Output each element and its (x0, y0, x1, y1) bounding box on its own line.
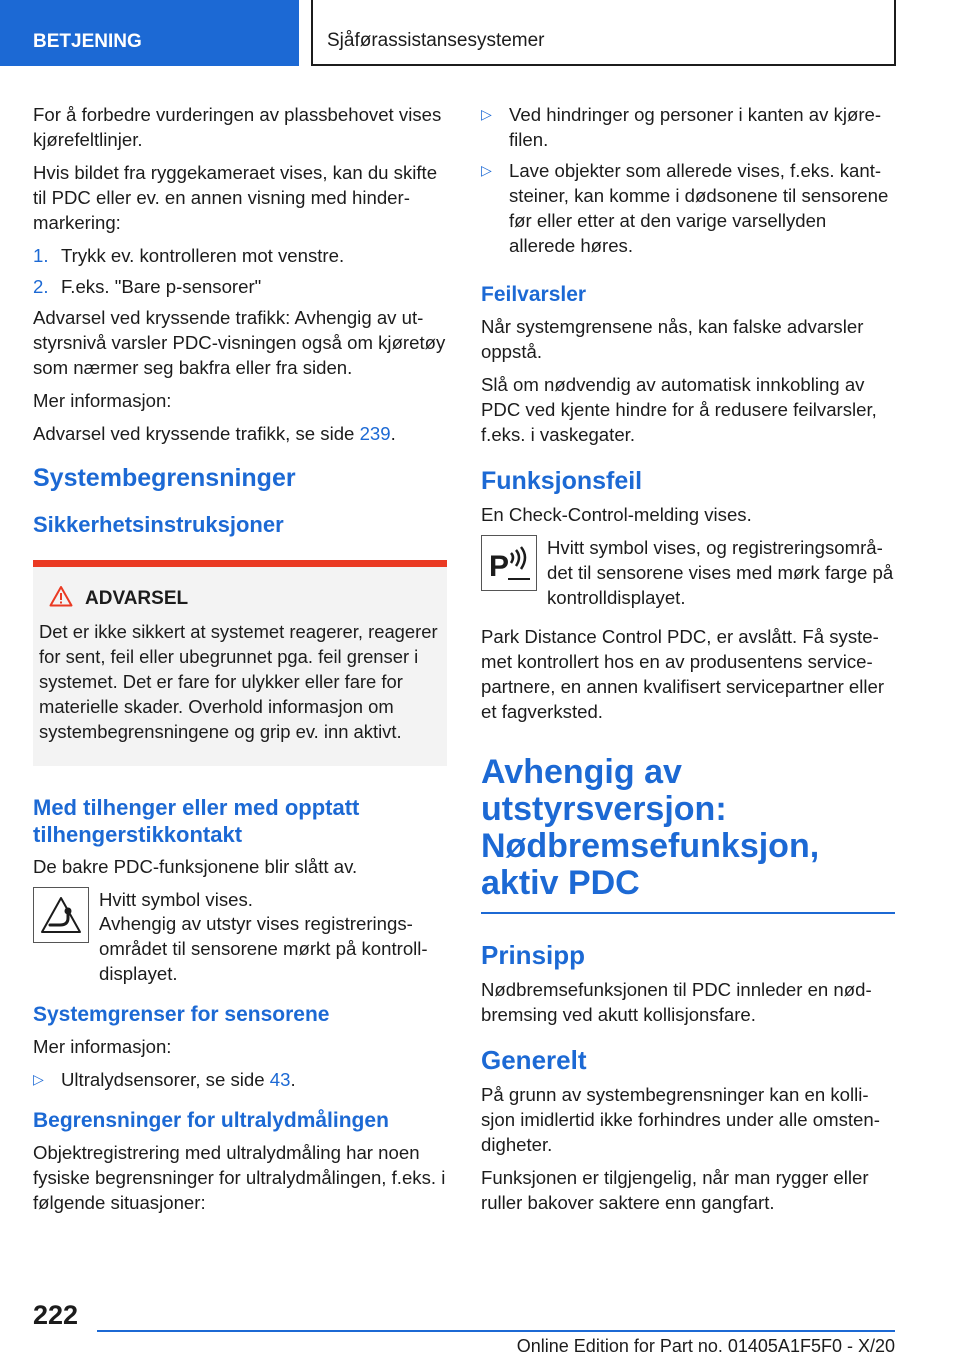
general-paragraph-2: Funksjonen er tilgjengelig, når man rygger eller ruller bakover saktere enn gangfart. (481, 1167, 869, 1213)
trailer-hitch-icon (33, 887, 89, 943)
heading-false-warnings: Feilvarsler (481, 283, 587, 306)
triangle-bullet-icon: ▷ (33, 1071, 44, 1087)
cross-traffic-reference (33, 421, 447, 446)
svg-text:P: P (489, 550, 510, 583)
heading-safety-instructions: Sikkerhetsinstruksjoner (33, 512, 284, 537)
left-column (33, 102, 447, 1223)
heading-sensor-limits: Systemgrenser for sensorene (33, 1003, 330, 1026)
general-paragraph-1: På grunn av systembegrensninger kan en kollisjon imidlertid ikke forhindres under alle omstendigheter. (481, 1084, 880, 1155)
step-number: 1. (33, 245, 49, 266)
false-warnings-paragraph-1: Når systemgrensene nås, kan falske advarsler oppstå. (481, 316, 864, 362)
intro-paragraph: For å forbedre vurderingen av plassbehovet vises kjørefeltlinjer. (33, 104, 442, 150)
heading-malfunction: Funksjonsfeil (481, 467, 643, 495)
step-item (33, 274, 447, 299)
warning-title: ADVARSEL (85, 588, 189, 609)
bullet-item (33, 1067, 447, 1092)
warning-triangle-icon (49, 585, 85, 613)
principle-paragraph: Nødbremsefunksjonen til PDC innleder en nødbremsing ved akutt kollisjonsfare. (481, 979, 872, 1025)
heading-principle: Prinsipp (481, 940, 586, 970)
page-link-43[interactable]: 43 (269, 1069, 291, 1090)
step-item (33, 243, 447, 268)
bullet-item (481, 158, 895, 258)
trailer-paragraph: De bakre PDC-funksjonene blir slått av. (33, 856, 358, 877)
rear-camera-paragraph: Hvis bildet fra ryggekameraet vises, kan du skifte til PDC eller ev. en annen visning med hindermarkering: (33, 162, 438, 233)
page-number: 222 (33, 1300, 79, 1330)
heading-general: Generelt (481, 1045, 587, 1075)
ultrasound-paragraph: Objektregistrering med ultralydmåling har noen fysiske begrensninger for ultralydmålingen, f.eks. i følgende situasjoner: (33, 1142, 446, 1213)
warning-box (33, 560, 447, 766)
heading-trailer: Med tilhenger eller med opptatt tilhengerstikkontakt (33, 795, 360, 847)
triangle-bullet-icon: ▷ (481, 162, 492, 178)
reference-end: . (290, 1069, 296, 1090)
malfunction-paragraph-2: Park Distance Control PDC, er avslått. Få systemet kontrollert hos en av produsentens servicepartnere, en annen kvalifisert servicepartner eller et fagverksted. (481, 626, 885, 722)
pdc-park-sensor-icon (481, 535, 537, 591)
bullet-text: Lave objekter som allerede vises, f.eks. kantsteiner, kan komme i dødsonene til sensorene før eller etter at den varige varsellyden allerede høres. (509, 160, 889, 256)
right-column (481, 102, 895, 1223)
heading-system-limits: Systembegrensninger (33, 464, 296, 492)
chapter-divider (481, 912, 895, 914)
trailer-detection-text: Avhengig av utstyr vises registreringsområdet til sensorene mørkt på kontrolldisplayet. (99, 913, 428, 984)
trailer-symbol-desc: Hvitt symbol vises. (99, 889, 253, 910)
step-number: 2. (33, 276, 49, 297)
reference-end: . (390, 423, 396, 444)
page-link-239[interactable]: 239 (359, 423, 391, 444)
cross-traffic-paragraph: Advarsel ved kryssende trafikk: Avhengig av utstyrsnivå varsler PDC-visningen også om kjøretøy som nærmer seg bakfra eller fra siden. (33, 307, 446, 378)
section-tab: BETJENING (0, 0, 299, 66)
pdc-symbol-desc: Hvitt symbol vises, og registreringsområdet til sensorene vises med mørk farge på kontrolldisplayet. (547, 537, 894, 608)
trailer-detection-paragraph (33, 911, 447, 986)
malfunction-paragraph-1: En Check-Control-melding vises. (481, 504, 752, 525)
more-info-label-2: Mer informasjon: (33, 1036, 172, 1057)
pdc-symbol-row (481, 535, 895, 616)
false-warnings-paragraph-2: Slå om nødvendig av automatisk innkobling av PDC ved kjente hindre for å redusere feilvarsler, f.eks. i vaskegater. (481, 374, 877, 445)
edition-footer: Online Edition for Part no. 01405A1F5F0 - X/20 (516, 1336, 895, 1356)
bullet-text: Ved hindringer og personer i kanten av kjørefilen. (509, 104, 882, 150)
bullet-text (61, 1067, 296, 1092)
chapter-title: Sjåførassistansesystemer (311, 0, 896, 66)
step-text: Trykk ev. kontrolleren mot venstre. (61, 245, 345, 266)
more-info-label: Mer informasjon: (33, 390, 172, 411)
warning-text: Det er ikke sikkert at systemet reagerer, reagerer for sent, feil eller ubegrunnet pga. feil grenser i systemet. Det er fare for ulykker eller fare for materielle skader. Overhold informasjon om systembegrensningene og grip ev. inn aktivt. (39, 621, 438, 742)
bullet-item (481, 102, 895, 152)
triangle-bullet-icon: ▷ (481, 106, 492, 122)
warning-header (39, 585, 441, 613)
reference-text: Ultralydsensorer, se side (61, 1069, 270, 1090)
footer-divider (97, 1330, 895, 1332)
heading-ultrasound-limits: Begrensninger for ultralydmålingen (33, 1109, 389, 1132)
heading-emergency-brake-chapter: Avhengig av utstyrsversjon: Nødbremsefunksjon, aktiv PDC (481, 753, 820, 902)
step-text: F.eks. "Bare p-sensorer" (61, 276, 262, 297)
reference-text: Advarsel ved kryssende trafikk, se side (33, 423, 360, 444)
pdc-symbol-text (547, 535, 895, 616)
